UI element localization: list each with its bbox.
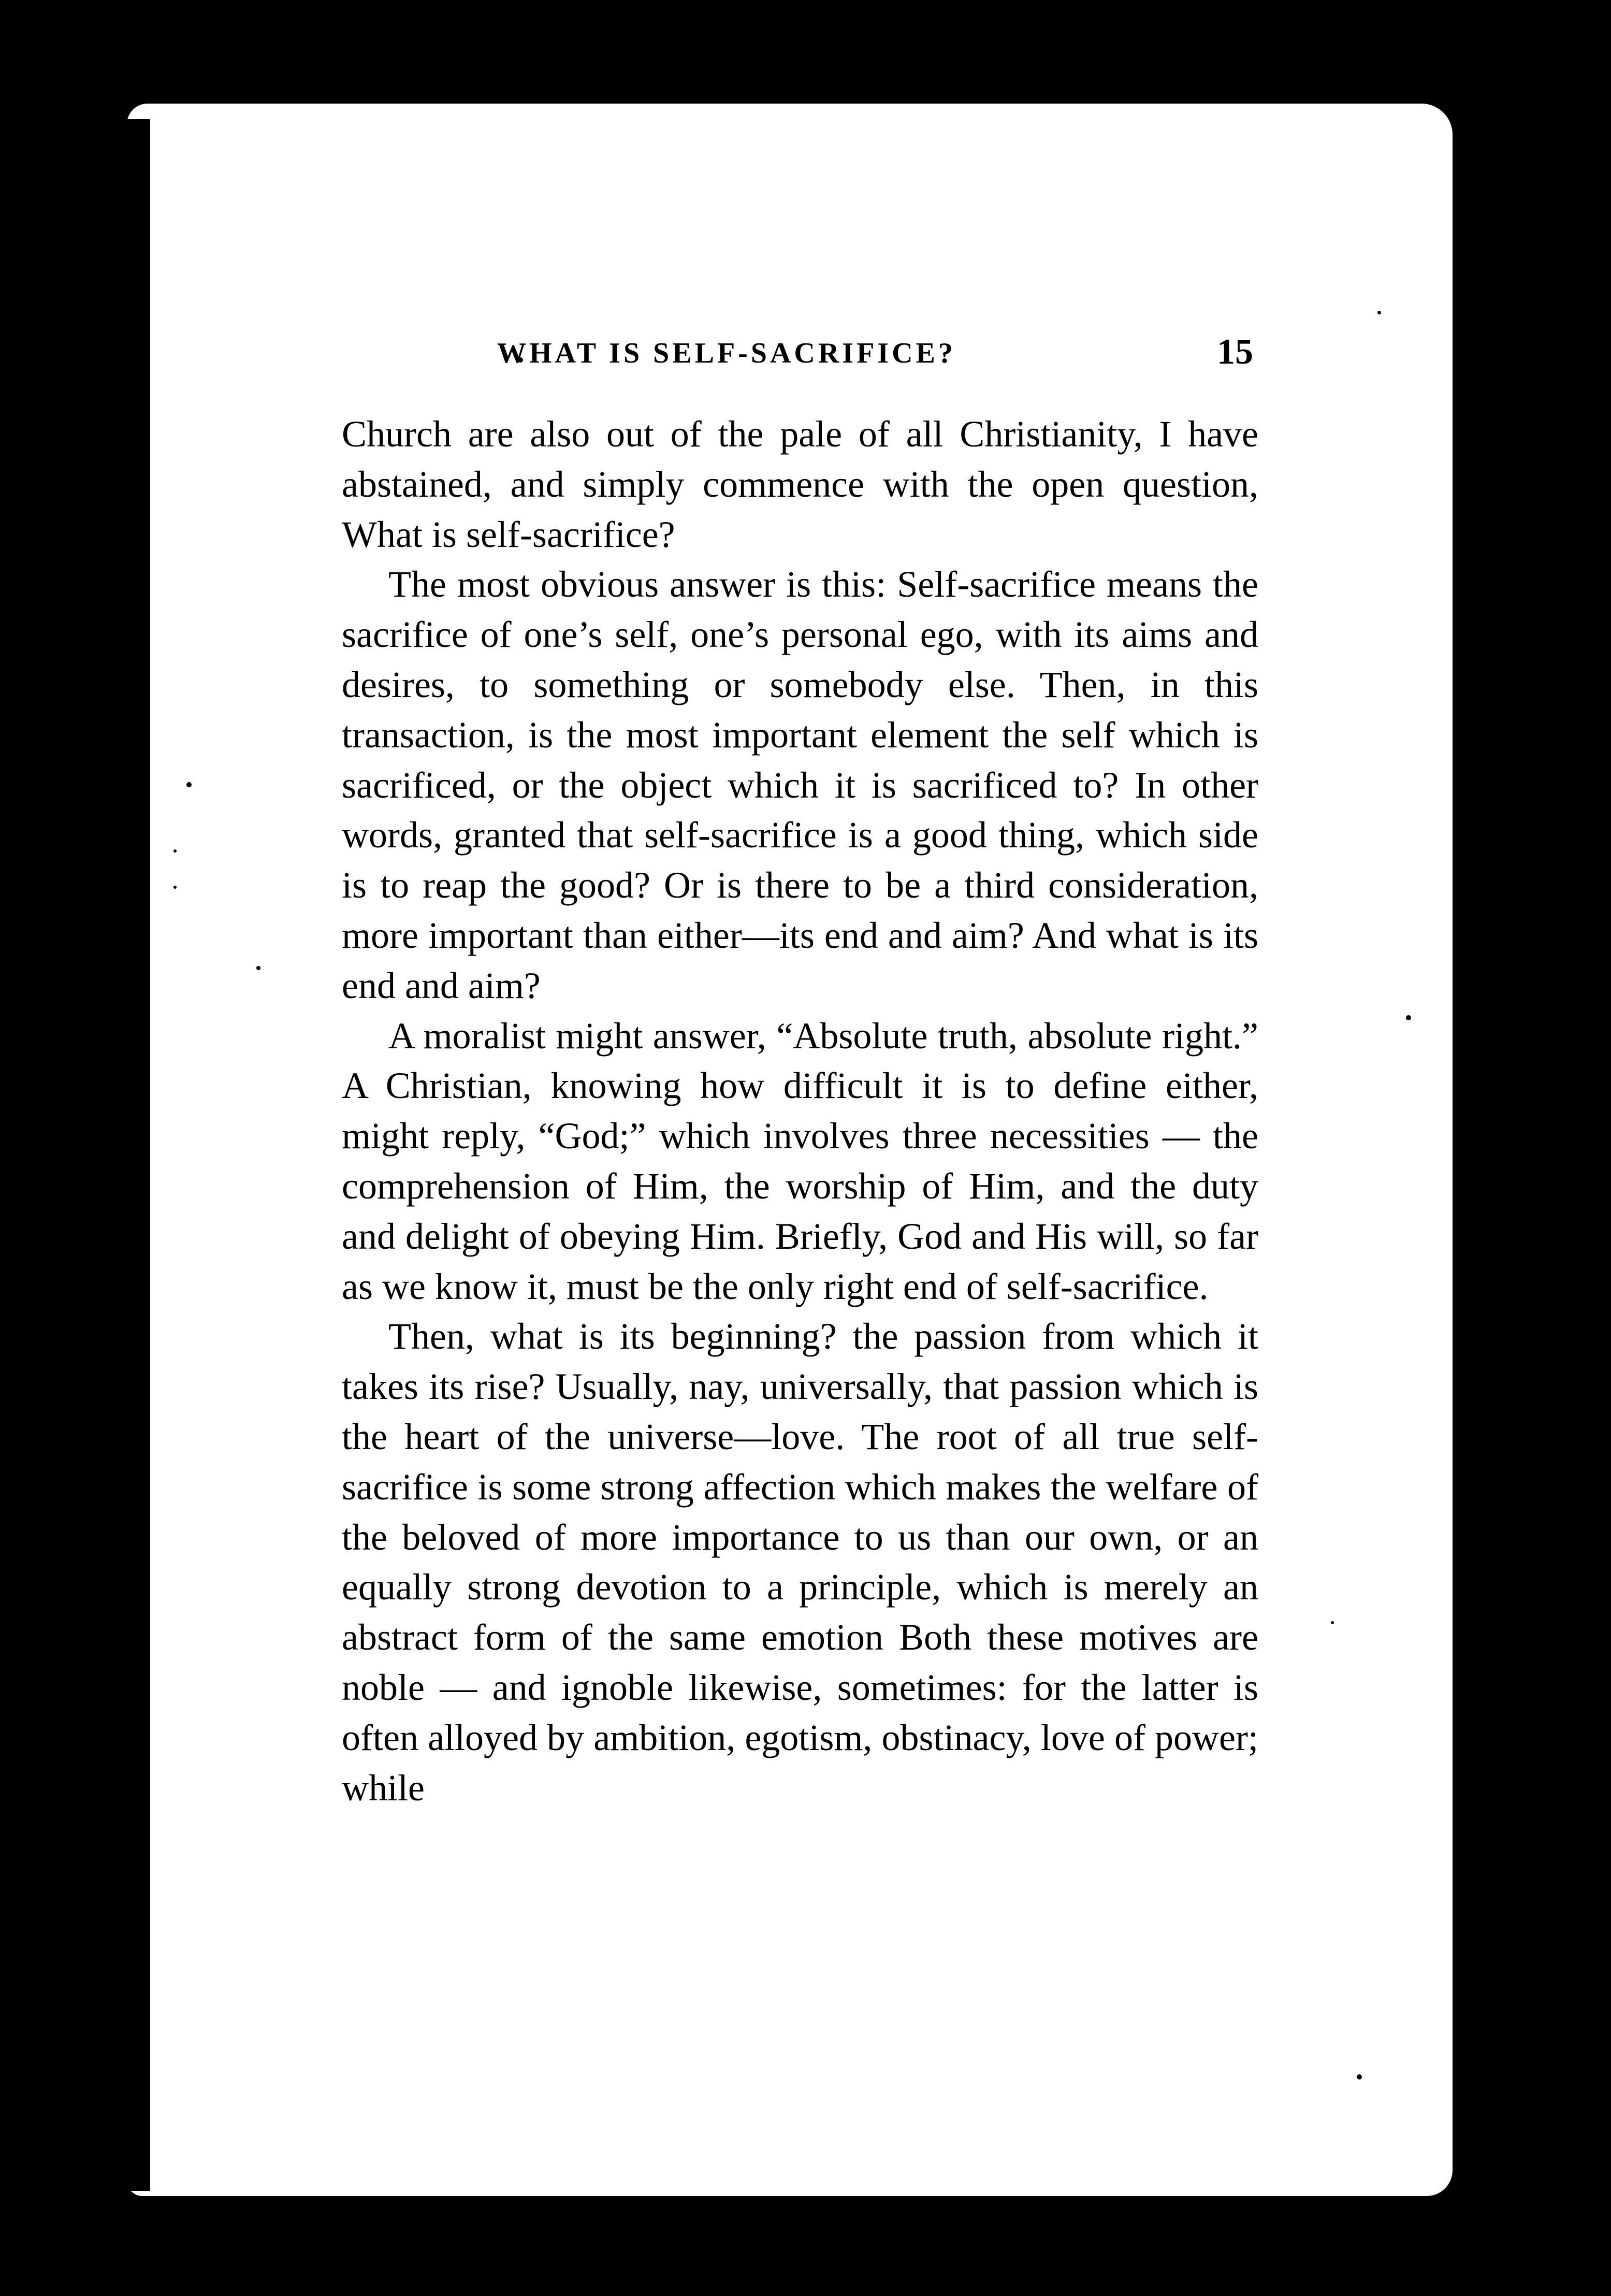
running-head: WHAT IS SELF-SACRIFICE?: [497, 337, 956, 369]
paragraph: Then, what is its beginning? the passion from which it takes its rise? Usually, nay, universally, that passion which is the heart of the universe—love. The root of all true self-sacrifice is some strong affection which makes the welfare of the beloved of more importance to us than our own, or an equally strong devotion to a principle, which is merely an abstract form of the same emotion Both these motives are noble — and ignoble likewise, sometimes: for the latter is often alloyed by ambition, egotism, obstinacy, love of power; while: [342, 1316, 1258, 1809]
paragraph: A moralist might answer, “Absolute truth, absolute right.” A Christian, knowing how difficult it is to define either, might reply, “God;” which involves three necessities — the comprehension of Him, the worship of Him, and the duty and delight of obeying Him. Briefly, God and His will, so far as we know it, must be the only right end of self-sacrifice.: [342, 1015, 1258, 1307]
binding-shadow: [119, 119, 150, 2191]
body-text: [342, 409, 1258, 1813]
paragraph: The most obvious answer is this: Self-sacrifice means the sacrifice of one’s self, one’s personal ego, with its aims and desires, to something or somebody else. Then, in this transaction, is the most important element the self which is sacrificed, or the object which it is sacrificed to? In other words, granted that self-sacrifice is a good thing, which side is to reap the good? Or is there to be a third consideration, more important than either—its end and aim? And what is its end and aim?: [342, 564, 1258, 1006]
page-header: [342, 331, 1264, 383]
paragraph: Church are also out of the pale of all Christianity, I have abstained, and simply commence with the open question, What is self-sacrifice?: [342, 413, 1258, 555]
page-number: 15: [1217, 332, 1253, 372]
